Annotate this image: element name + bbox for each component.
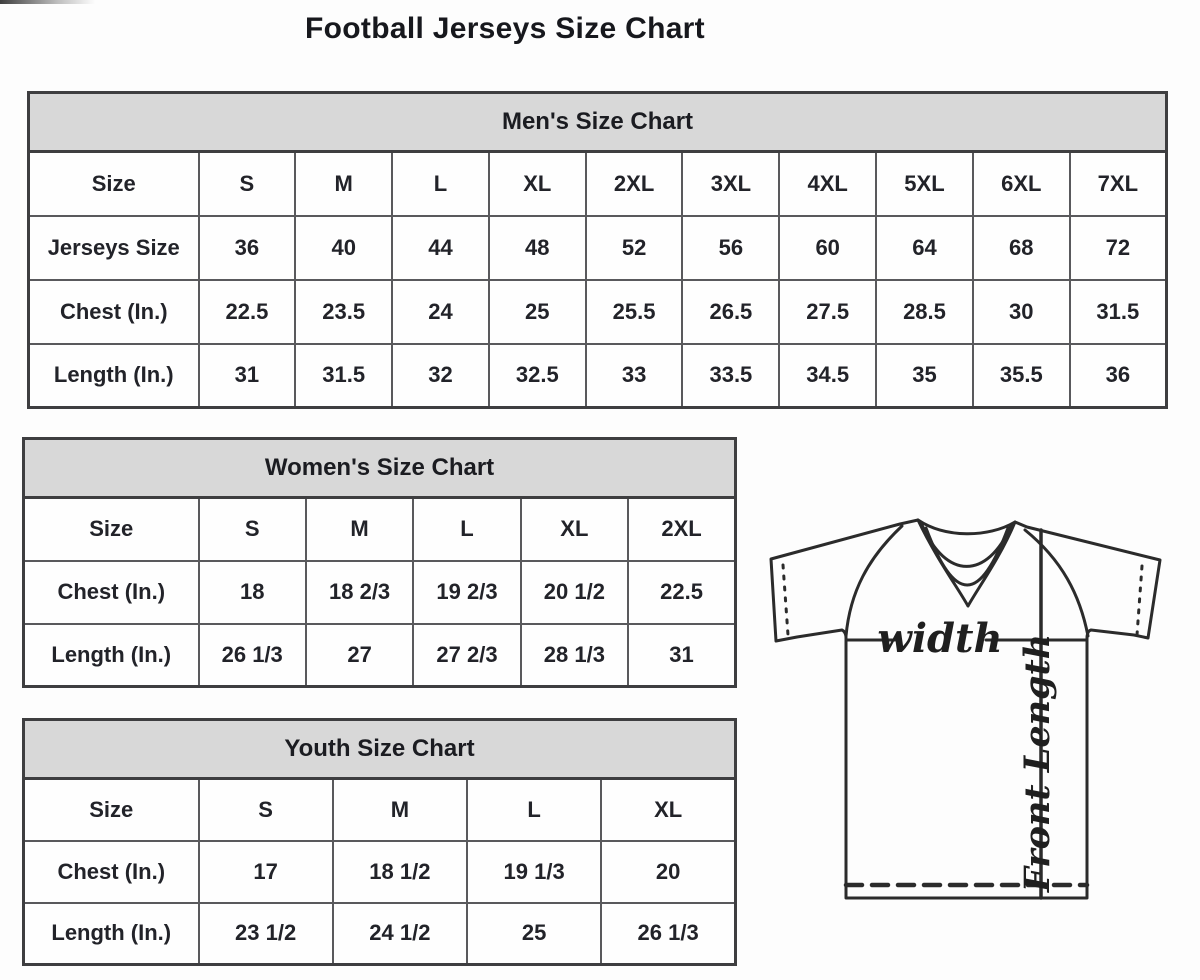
- value-cell: 52: [586, 216, 683, 280]
- value-cell: M: [295, 152, 392, 216]
- table-row: [24, 903, 736, 965]
- value-cell: 23 1/2: [199, 903, 333, 965]
- value-cell: 40: [295, 216, 392, 280]
- value-cell: 28.5: [876, 280, 973, 344]
- jersey-diagram-svg: [750, 480, 1200, 920]
- value-cell: L: [392, 152, 489, 216]
- row-label-cell: Length (In.): [29, 344, 199, 408]
- value-cell: XL: [521, 498, 628, 561]
- row-label-cell: Size: [29, 152, 199, 216]
- value-cell: 24 1/2: [333, 903, 467, 965]
- value-cell: 19 1/3: [467, 841, 601, 903]
- value-cell: 22.5: [628, 561, 735, 624]
- value-cell: 18: [199, 561, 306, 624]
- page-title: Football Jerseys Size Chart: [305, 12, 705, 45]
- value-cell: 22.5: [199, 280, 296, 344]
- jersey-measurement-diagram: [750, 480, 1200, 920]
- table-row: [24, 841, 736, 903]
- womens-size-table: [22, 437, 737, 688]
- row-label-cell: Size: [24, 498, 199, 561]
- value-cell: S: [199, 152, 296, 216]
- value-cell: M: [306, 498, 413, 561]
- value-cell: 3XL: [682, 152, 779, 216]
- table-row: [29, 344, 1167, 408]
- value-cell: 18 1/2: [333, 841, 467, 903]
- value-cell: 35.5: [973, 344, 1070, 408]
- value-cell: 4XL: [779, 152, 876, 216]
- value-cell: 33: [586, 344, 683, 408]
- value-cell: 64: [876, 216, 973, 280]
- value-cell: S: [199, 498, 306, 561]
- table-title-band: Women's Size Chart: [24, 439, 736, 498]
- value-cell: 23.5: [295, 280, 392, 344]
- value-cell: 30: [973, 280, 1070, 344]
- value-cell: 25: [467, 903, 601, 965]
- value-cell: M: [333, 779, 467, 841]
- value-cell: 26 1/3: [601, 903, 735, 965]
- right-armhole-seam: [1025, 530, 1088, 636]
- front-length-label: Front Length: [1017, 633, 1058, 893]
- value-cell: 31.5: [1070, 280, 1167, 344]
- row-label-cell: Size: [24, 779, 199, 841]
- row-label-cell: Length (In.): [24, 624, 199, 687]
- value-cell: 68: [973, 216, 1070, 280]
- value-cell: 28 1/3: [521, 624, 628, 687]
- youth-size-table: [22, 718, 737, 966]
- value-cell: 2XL: [628, 498, 735, 561]
- value-cell: 31: [199, 344, 296, 408]
- value-cell: L: [413, 498, 520, 561]
- screenshot-crop-artifact: [0, 0, 95, 4]
- value-cell: 32.5: [489, 344, 586, 408]
- value-cell: 2XL: [586, 152, 683, 216]
- collar-inner-v-curve: [926, 528, 1008, 585]
- row-label-cell: Chest (In.): [24, 561, 199, 624]
- value-cell: 20: [601, 841, 735, 903]
- row-label-cell: Length (In.): [24, 903, 199, 965]
- value-cell: 19 2/3: [413, 561, 520, 624]
- value-cell: 26 1/3: [199, 624, 306, 687]
- table-title-band: Men's Size Chart: [29, 93, 1167, 152]
- value-cell: 36: [199, 216, 296, 280]
- value-cell: 34.5: [779, 344, 876, 408]
- row-label-cell: Jerseys Size: [29, 216, 199, 280]
- value-cell: 72: [1070, 216, 1167, 280]
- value-cell: 33.5: [682, 344, 779, 408]
- value-cell: 60: [779, 216, 876, 280]
- right-cuff-stitch-dashed-line: [1137, 566, 1142, 635]
- table-row: [24, 779, 736, 841]
- value-cell: XL: [601, 779, 735, 841]
- value-cell: 32: [392, 344, 489, 408]
- table-row: [29, 152, 1167, 216]
- value-cell: 35: [876, 344, 973, 408]
- value-cell: L: [467, 779, 601, 841]
- table-row: [24, 624, 736, 687]
- value-cell: 25: [489, 280, 586, 344]
- value-cell: 31.5: [295, 344, 392, 408]
- collar-mid-curve: [922, 525, 1011, 566]
- value-cell: 31: [628, 624, 735, 687]
- left-cuff-stitch-dashed-line: [783, 565, 788, 635]
- value-cell: S: [199, 779, 333, 841]
- width-label: width: [877, 615, 1003, 662]
- value-cell: 18 2/3: [306, 561, 413, 624]
- jersey-outline: [771, 520, 1160, 898]
- value-cell: 48: [489, 216, 586, 280]
- table-title-band: Youth Size Chart: [24, 720, 736, 779]
- value-cell: XL: [489, 152, 586, 216]
- table-row: [29, 216, 1167, 280]
- value-cell: 5XL: [876, 152, 973, 216]
- value-cell: 44: [392, 216, 489, 280]
- value-cell: 17: [199, 841, 333, 903]
- table-row: [24, 498, 736, 561]
- value-cell: 6XL: [973, 152, 1070, 216]
- value-cell: 24: [392, 280, 489, 344]
- value-cell: 26.5: [682, 280, 779, 344]
- table-row: [29, 280, 1167, 344]
- value-cell: 20 1/2: [521, 561, 628, 624]
- value-cell: 56: [682, 216, 779, 280]
- row-label-cell: Chest (In.): [24, 841, 199, 903]
- value-cell: 27: [306, 624, 413, 687]
- value-cell: 27 2/3: [413, 624, 520, 687]
- value-cell: 36: [1070, 344, 1167, 408]
- table-row: [24, 561, 736, 624]
- mens-size-table: [27, 91, 1168, 409]
- collar-back-curve: [918, 520, 1015, 534]
- row-label-cell: Chest (In.): [29, 280, 199, 344]
- value-cell: 7XL: [1070, 152, 1167, 216]
- value-cell: 25.5: [586, 280, 683, 344]
- value-cell: 27.5: [779, 280, 876, 344]
